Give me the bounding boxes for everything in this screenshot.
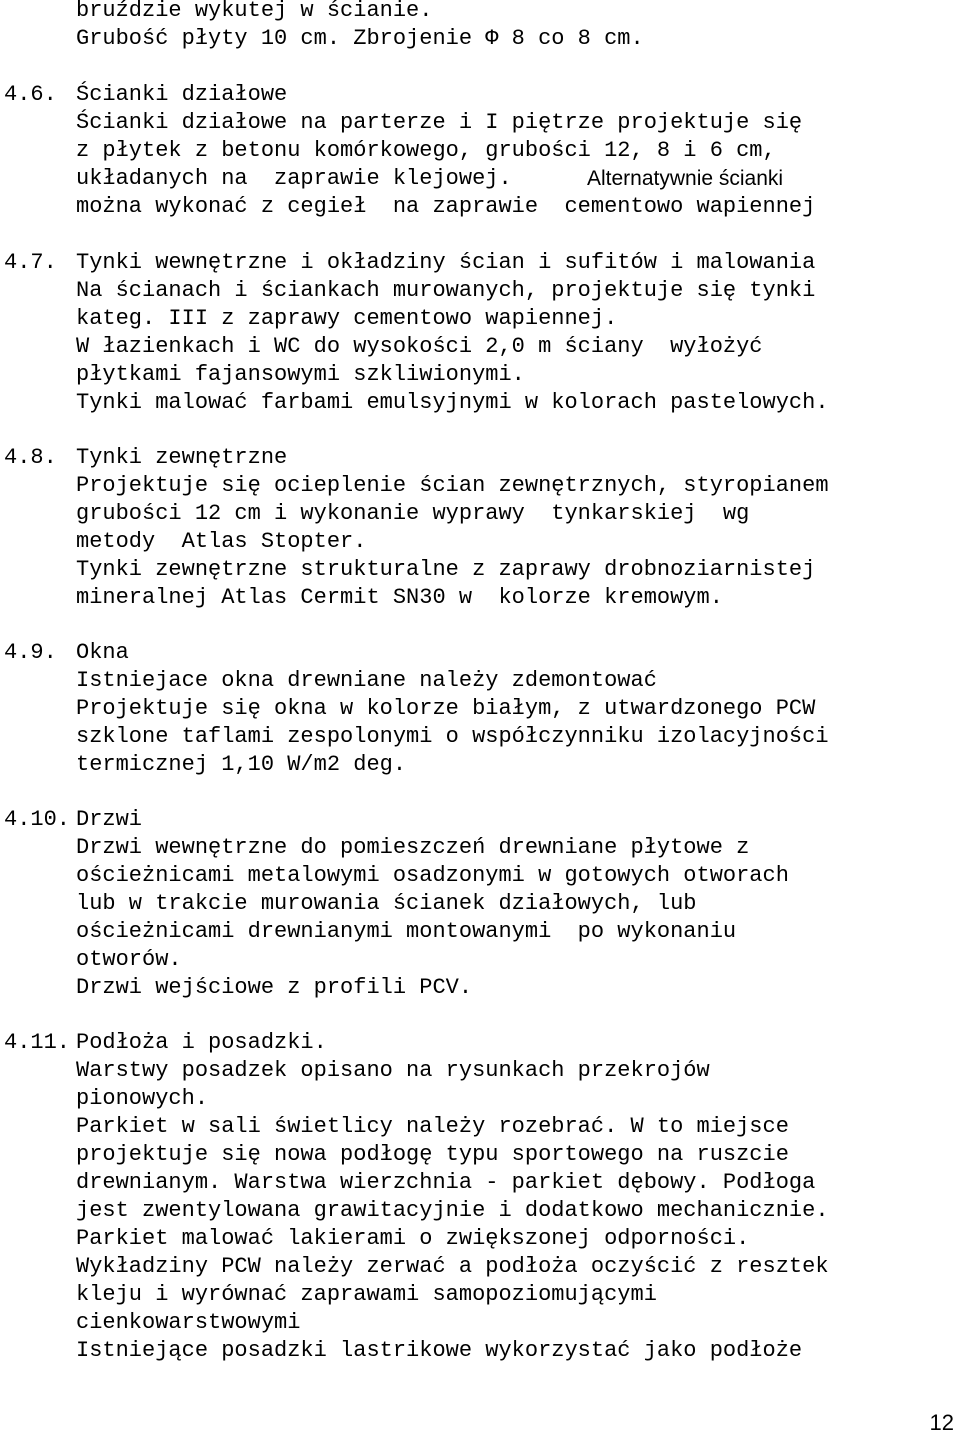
intro-line: Grubość płyty 10 cm. Zbrojenie Φ 8 co 8 cm. — [76, 26, 644, 51]
section-heading: Tynki zewnętrzne — [76, 445, 288, 470]
section-line: można wykonać z cegieł na zaprawie cementowo wapiennej — [76, 194, 816, 219]
section-number: 4.11. — [4, 1030, 71, 1055]
section-number: 4.7. — [4, 250, 57, 275]
page-number: 12 — [929, 1410, 954, 1435]
section-number: 4.6. — [4, 82, 57, 107]
section-line: szklone taflami zespolonymi o współczynniku izolacyjności — [76, 724, 829, 749]
section-line: Ścianki działowe na parterze i I piętrze projektuje się — [76, 110, 803, 135]
section-line: W łazienkach i WC do wysokości 2,0 m ściany wyłożyć — [76, 334, 763, 359]
section-line: Istniejące posadzki lastrikowe wykorzystać jako podłoże — [76, 1338, 803, 1363]
section-line: Parkiet malować lakierami o zwiększonej odporności. — [76, 1226, 750, 1251]
section-line: Projektuje się ocieplenie ścian zewnętrznych, styropianem — [76, 473, 829, 498]
section-line: metody Atlas Stopter. — [76, 529, 367, 554]
section-line: grubości 12 cm i wykonanie wyprawy tynkarskiej wg — [76, 501, 750, 526]
section-line: Warstwy posadzek opisano na rysunkach przekrojów — [76, 1058, 710, 1083]
section-line: Tynki zewnętrzne strukturalne z zaprawy drobnoziarnistej — [76, 557, 816, 582]
section-line: pionowych. — [76, 1086, 209, 1111]
section-line: Projektuje się okna w kolorze białym, z utwardzonego PCW — [76, 696, 816, 721]
section-line: Parkiet w sali świetlicy należy rozebrać. W to miejsce — [76, 1114, 789, 1139]
section-line: drewnianym. Warstwa wierzchnia - parkiet dębowy. Podłoga — [76, 1170, 816, 1195]
section-line: lub w trakcie murowania ścianek działowych, lub — [76, 891, 697, 916]
section-line: cienkowarstwowymi — [76, 1310, 301, 1335]
section-line: Drzwi wewnętrzne do pomieszczeń drewniane płytowe z — [76, 835, 750, 860]
section-number: 4.8. — [4, 445, 57, 470]
section-line: Na ścianach i ściankach murowanych, projektuje się tynki — [76, 278, 816, 303]
section-number: 4.9. — [4, 640, 57, 665]
section-heading: Podłoża i posadzki. — [76, 1030, 327, 1055]
section-line: płytkami fajansowymi szkliwionymi. — [76, 362, 525, 387]
section-line: Wykładziny PCW należy zerwać a podłoża oczyścić z resztek — [76, 1254, 829, 1279]
section-line: kateg. III z zaprawy cementowo wapiennej. — [76, 306, 618, 331]
section-line: Tynki malować farbami emulsyjnymi w kolorach pastelowych. — [76, 390, 829, 415]
section-heading: Tynki wewnętrzne i okładziny ścian i sufitów i malowania — [76, 250, 816, 275]
section-line: termicznej 1,10 W/m2 deg. — [76, 752, 407, 777]
section-heading: Okna — [76, 640, 129, 665]
section-line: otworów. — [76, 947, 182, 972]
section-line: układanych na zaprawie klejowej. — [76, 166, 512, 191]
section-line: ościeżnicami drewnianymi montowanymi po wykonaniu — [76, 919, 737, 944]
section-line: Drzwi wejściowe z profili PCV. — [76, 975, 473, 1000]
section-line: jest zwentylowana grawitacyjnie i dodatkowo mechanicznie. — [76, 1198, 829, 1223]
section-line: mineralnej Atlas Cermit SN30 w kolorze kremowym. — [76, 585, 723, 610]
section-line: projektuje się nowa podłogę typu sportowego na ruszcie — [76, 1142, 789, 1167]
intro-line: bruździe wykutej w ścianie. — [76, 0, 433, 23]
section-heading: Ścianki działowe — [76, 82, 288, 107]
section-heading: Drzwi — [76, 807, 143, 832]
section-number: 4.10. — [4, 807, 71, 832]
section-line: ościeżnicami metalowymi osadzonymi w gotowych otworach — [76, 863, 789, 888]
section-line-part: Alternatywnie ścianki — [587, 167, 784, 190]
section-line: z płytek z betonu komórkowego, grubości 12, 8 i 6 cm, — [76, 138, 776, 163]
section-line: Istniejace okna drewniane należy zdemontować — [76, 668, 657, 693]
section-line: kleju i wyrównać zaprawami samopoziomującymi — [76, 1282, 657, 1307]
